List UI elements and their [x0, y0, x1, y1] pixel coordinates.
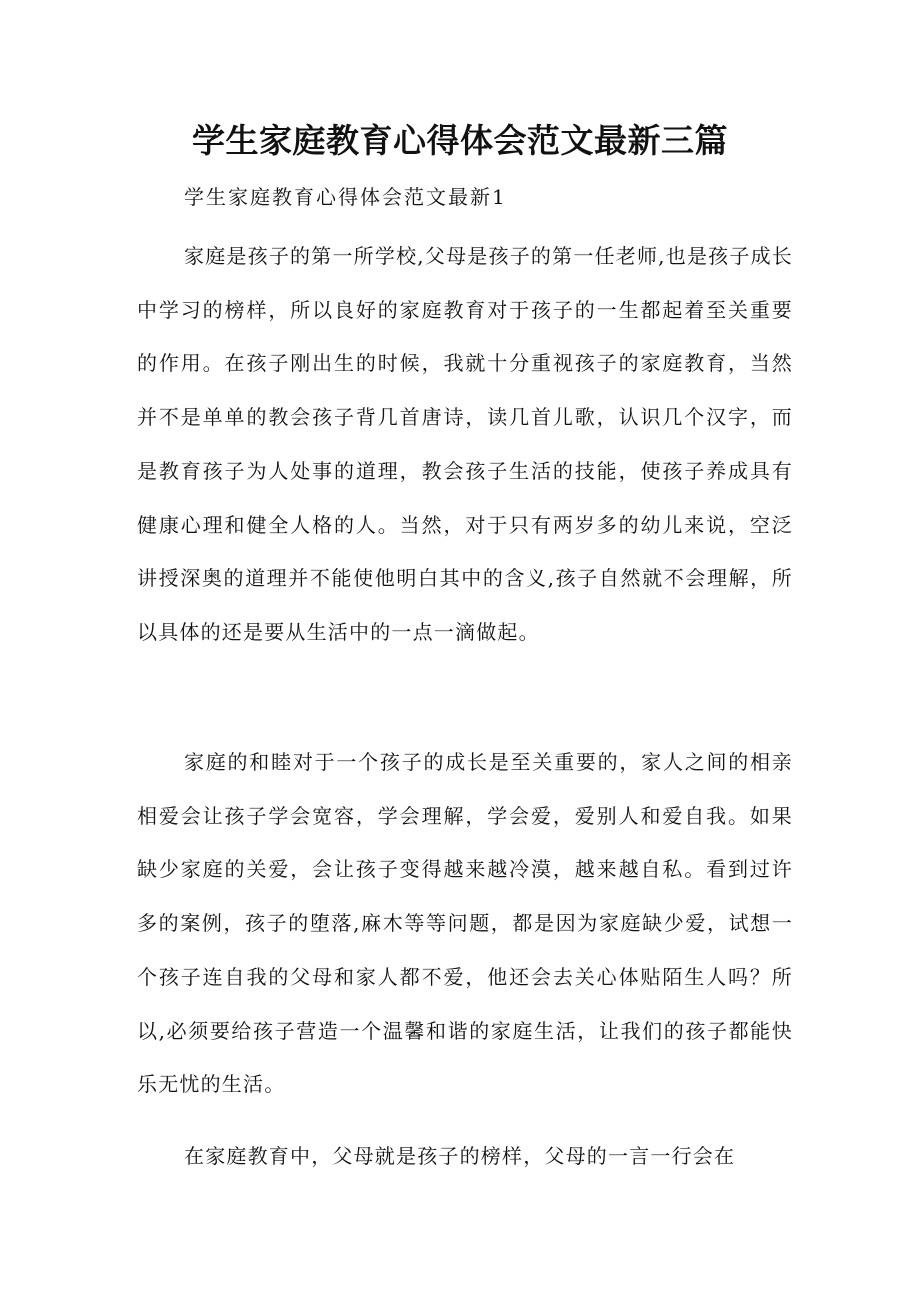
section-heading: 学生家庭教育心得体会范文最新1 [184, 185, 507, 209]
paragraph-1: 家庭是孩子的第一所学校,父母是孩子的第一任老师,也是孩子成长中学习的榜样，所以良好的家庭教育对于孩子的一生都起着至关重要的作用。在孩子刚出生的时候，我就十分重视孩子的家庭教育，当然并不是单单的教会孩子背几首唐诗，读几首儿歌，认识几个汉字，而是教育孩子为人处事的道理，教会孩子生活的技能，使孩子养成具有健康心理和健全人格的人。当然，对于只有两岁多的幼儿来说，空泛讲授深奥的道理并不能使他明白其中的含义,孩子自然就不会理解，所以具体的还是要从生活中的一点一滴做起。 [137, 244, 793, 644]
paragraph-3: 在家庭教育中，父母就是孩子的榜样，父母的一言一行会在 [184, 1144, 736, 1168]
paragraph-2: 家庭的和睦对于一个孩子的成长是至关重要的，家人之间的相亲相爱会让孩子学会宽容，学会理解，学会爱，爱别人和爱自我。如果缺少家庭的关爱，会让孩子变得越来越冷漠，越来越自私。看到过许多的案例，孩子的堕落,麻木等等问题，都是因为家庭缺少爱，试想一个孩子连自我的父母和家人都不爱，他还会去关心体贴陌生人吗？所以,必须要给孩子营造一个温馨和谐的家庭生活，让我们的孩子都能快乐无忧的生活。 [137, 750, 793, 1097]
document-title: 学生家庭教育心得体会范文最新三篇 [192, 121, 728, 160]
